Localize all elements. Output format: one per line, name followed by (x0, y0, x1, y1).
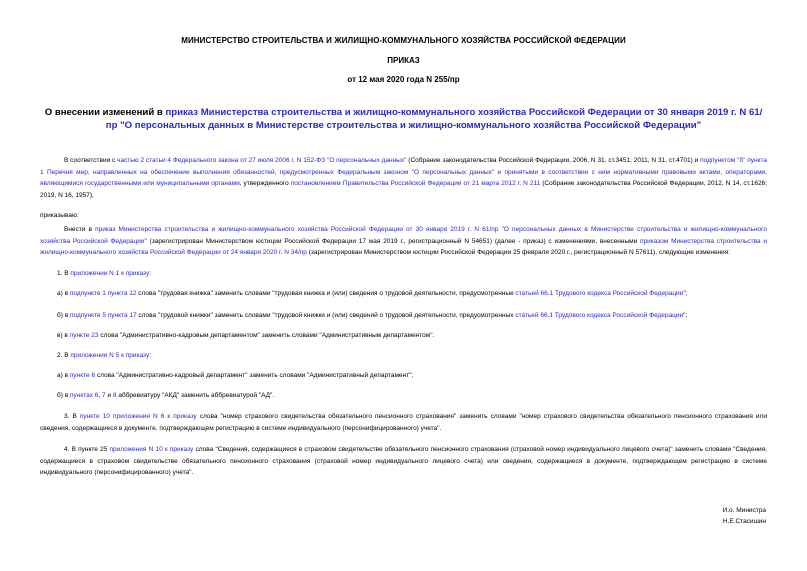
text: 3. В (64, 413, 80, 420)
orders-line: приказываю: (40, 212, 79, 219)
link-clause-23[interactable]: пункте 23 (69, 332, 99, 339)
text: слова "Сведения, содержащиеся в страховом свидетельстве обязательного пенсионного страхования (страховой номер индивидуального лицевого счета)" заменить словами "Сведения, содержащиеся в страховом свидетельстве обязательного пенсионного страхования (страховой номер индивидуального лицевого счета) или сведения, содержащиеся в документе, подтверждающем регистрацию в системе индивидуального (персонифицированного) учета". (40, 446, 767, 476)
text: (Собрание законодательства Российской Федерации, 2006, N 31, ст.3451; 2011, N 31, ст.4701) и (406, 157, 701, 164)
link-labor-code-66-1[interactable]: статьей 66.1 Трудового кодекса Российской Федерации (515, 312, 684, 319)
text: слова "трудовой книжки" заменить словами "трудовой книжки и (или) сведений о трудовой деятельности, предусмотренных (136, 312, 516, 319)
text: (Собрание законодательства Российской Федерации, 2012, N 14, ст.1626; 2019, N 16, 1957), (40, 180, 767, 199)
document-subject (40, 106, 767, 132)
text: (зарегистрирован Министерством юстиции Российской Федерации 17 мая 2019 г., регистрационный N 54651) (далее - приказ) с изменениями, внесенными (146, 237, 641, 245)
text: 1. В (57, 270, 71, 277)
link-measures-list[interactable]: подпунктом "б" пункта 1 Перечня мер, направленных на обеспечение выполнения обязанностей, предусмотренных Федеральным законом "О персональных данных" и принятыми в соответствии с ним нормативными правовыми актами, операторами, являющимися государственными или муниципальными органами (40, 157, 767, 187)
subject-link[interactable]: приказ Министерства строительства и жилищно-коммунального хозяйства Российской Федерации от 30 января 2019 г. N 61/пр "О персональных данных в Министерстве строительства и жилищно-коммунального хозяйства Российской Федерации" (105, 107, 763, 131)
text: (зарегистрирован Министерством юстиции Российской Федерации 25 февраля 2020 г., регистрационный N 57611), следующие изменения: (306, 249, 731, 256)
text: а) в (57, 290, 70, 297)
text: 2. В (57, 352, 71, 359)
link-government-decree[interactable]: постановлением Правительства Российской Федерации от 21 марта 2012 г. N 211 (290, 180, 541, 187)
link-clause-7[interactable]: 7 (102, 392, 106, 399)
text: слова "трудовая книжка" заменить словами "трудовая книжка и (или) сведения о трудовой деятельности, предусмотренные (136, 290, 516, 297)
link-clause-8[interactable]: 8 (112, 392, 117, 399)
text: слова "Административно-кадровый департамент" заменить словами "Административный департамент"; (95, 372, 414, 379)
text: б) в (57, 392, 70, 399)
text: : (149, 352, 152, 359)
link-appendix-1[interactable]: приложении N 1 к приказу (70, 270, 150, 277)
text: а) в (57, 372, 70, 379)
text: 4. В пункте 25 (64, 446, 110, 453)
ministry-heading: МИНИСТЕРСТВО СТРОИТЕЛЬСТВА И ЖИЛИЩНО-КОММУНАЛЬНОГО ХОЗЯЙСТВА РОССИЙСКОЙ ФЕДЕРАЦИИ (181, 36, 626, 45)
text: : (149, 270, 152, 277)
text: В соответствии с (64, 157, 118, 164)
link-subclause-5-17[interactable]: подпункте 5 пункта 17 (69, 312, 137, 319)
text: "; (683, 290, 688, 297)
link-labor-code-66-1[interactable]: статьей 66.1 Трудового кодекса Российской Федерации (515, 290, 684, 297)
signature-name: Н.Е.Стасишин (722, 518, 766, 525)
item-2a (57, 370, 767, 382)
link-appendix-6-clause-10[interactable]: пункте 10 приложения N 6 к приказу (79, 413, 197, 420)
text: Внести в (64, 226, 96, 233)
text: "; (683, 312, 688, 319)
item-1c (57, 330, 767, 342)
item-2 (57, 350, 767, 362)
text: слова "номер страхового свидетельства обязательного пенсионного страхования" заменить словами "номер страхового свидетельства обязательного пенсионного страхования или сведения, содержащиеся в документе, подтверждающем регистрацию в системе индивидуального (персонифицированного) учета". (40, 413, 767, 432)
item-1 (57, 268, 767, 280)
item-4 (40, 444, 767, 479)
text: б) в (57, 312, 70, 319)
item-1a (57, 288, 767, 300)
item-3 (40, 411, 767, 434)
link-order-61[interactable]: приказ Министерства строительства и жилищно-коммунального хозяйства Российской Федерации от 30 января 2019 г. N 61/пр "О персональных данных в Министерстве строительства и жилищно-коммунального хозяйства Российской Федерации" (40, 226, 767, 245)
link-law-152fz[interactable]: частью 2 статьи 4 Федерального закона от 27 июля 2006 г. N 152-ФЗ "О персональных данных" (117, 157, 407, 164)
link-order-34[interactable]: приказом Министерства строительства и жилищно-коммунального хозяйства Российской Федерации от 24 января 2020 г. N 34/пр (40, 237, 767, 256)
item-1b (57, 310, 767, 322)
link-appendix-5[interactable]: приложении N 5 к приказу (70, 352, 150, 359)
main-paragraph (40, 224, 767, 259)
link-clause-6[interactable]: пункте 6 (69, 372, 96, 379)
text: и (105, 392, 113, 399)
text: , утвержденного (239, 180, 291, 187)
text: аббревиатуру "АКД" заменить аббревиатурой "АД". (116, 392, 275, 399)
text: в) в (57, 332, 70, 339)
document-date-number: от 12 мая 2020 года N 255/пр (347, 75, 460, 84)
link-appendix-10[interactable]: приложения N 10 к приказу (109, 446, 194, 453)
item-2b (57, 390, 767, 402)
preamble-paragraph (40, 155, 767, 201)
text: слова "Административно-кадровым департаментом" заменить словами "Административным департаментом". (98, 332, 435, 339)
signature-position: И.о. Министра (722, 507, 766, 514)
link-clauses-6[interactable]: пунктах 6 (69, 392, 99, 399)
text: , (98, 392, 103, 399)
document-type: ПРИКАЗ (387, 56, 420, 65)
link-subclause-1-12[interactable]: подпункте 1 пункта 12 (69, 290, 137, 297)
subject-prefix: О внесении изменений в (44, 107, 166, 118)
